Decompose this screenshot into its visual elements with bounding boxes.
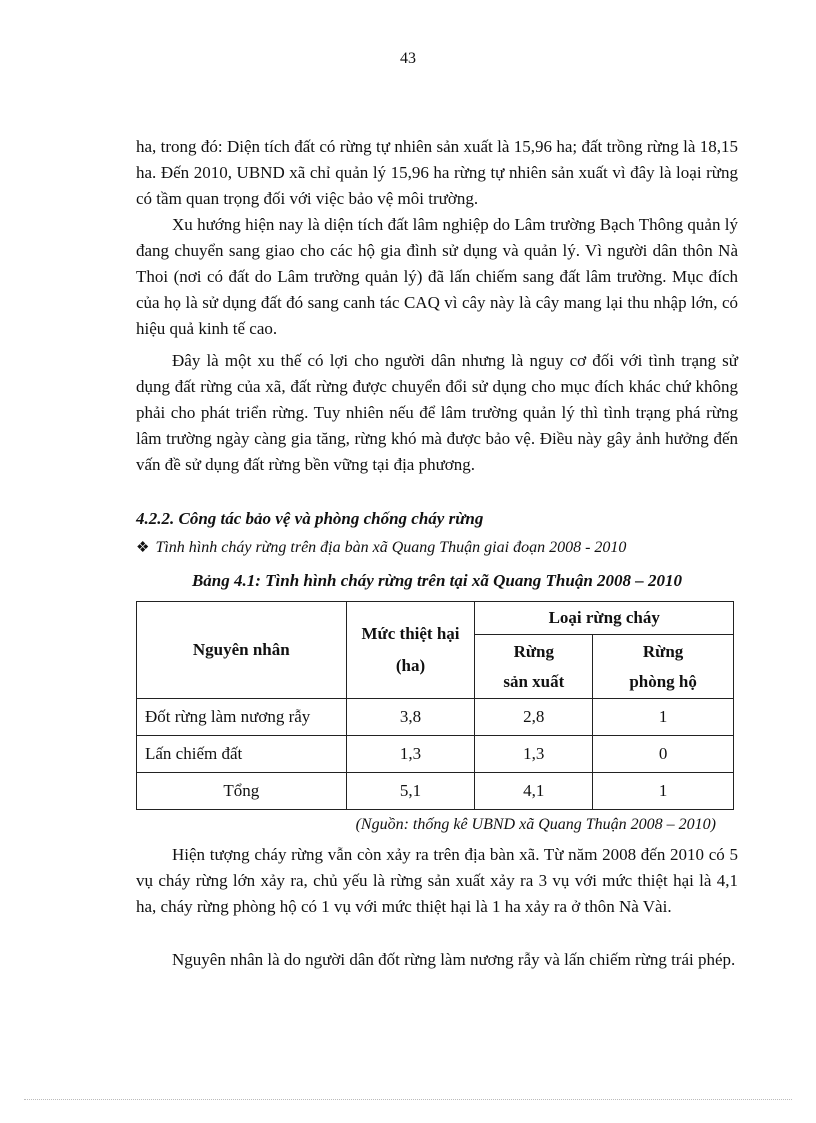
cell-production: 2,8 — [475, 699, 593, 736]
bullet-item — [136, 538, 626, 557]
cell-cause: Đốt rừng làm nương rẫy — [137, 699, 347, 736]
bullet-text: Tình hình cháy rừng trên địa bàn xã Quang Thuận giai đoạn 2008 - 2010 — [155, 539, 627, 556]
header-production-line1: Rừng — [513, 641, 555, 661]
header-protection-line2: phòng hộ — [629, 671, 697, 691]
header-cause: Nguyên nhân — [137, 602, 347, 699]
cell-damage: 1,3 — [346, 736, 475, 773]
paragraph-text: Đây là một xu thế có lợi cho người dân nhưng là nguy cơ đối với tình trạng sử dụng đất rừng của xã, đất rừng được chuyển đổi sử dụng cho mục đích khác chứ không phải cho phát triển rừng. Tuy nhiên nếu để lâm trường quản lý thì tình trạng phá rừng lâm trường ngày càng gia tăng, rừng khó mà được bảo vệ. Điều này gây ảnh hưởng đến vấn đề sử dụng đất rừng bền vững tại địa phương. — [136, 351, 738, 474]
paragraph-text: Nguyên nhân là do người dân đốt rừng làm nương rẫy và lấn chiếm rừng trái phép. — [172, 950, 736, 969]
diamond-bullet-icon: ❖ — [136, 540, 150, 556]
cell-protection: 1 — [593, 699, 734, 736]
paragraph-fire-events — [136, 842, 738, 920]
header-production — [475, 635, 593, 699]
paragraph-text: ha, trong đó: Diện tích đất có rừng tự nhiên sản xuất là 15,96 ha; đất trồng rừng là 18,15 ha. Đến 2010, UBND xã chỉ quản lý 15,96 ha rừng tự nhiên sản xuất vì đây là loại rừng có tầm quan trọng đối với việc bảo vệ môi trường. — [136, 137, 738, 208]
table-row — [137, 699, 734, 736]
table-row-total — [137, 773, 734, 810]
section-heading: 4.2.2. Công tác bảo vệ và phòng chống cháy rừng — [136, 509, 484, 528]
paragraph-continuation — [136, 134, 738, 212]
cell-production: 4,1 — [475, 773, 593, 810]
table-caption: Bảng 4.1: Tình hình cháy rừng trên tại xã Quang Thuận 2008 – 2010 — [191, 571, 683, 590]
paragraph-text: Xu hướng hiện nay là diện tích đất lâm nghiệp do Lâm trường Bạch Thông quản lý đang chuyển sang giao cho các hộ gia đình sử dụng và quản lý. Vì người dân thôn Nà Thoi (nơi có đất do Lâm trường quản lý) đã lấn chiếm sang đất lâm trường. Mục đích của họ là sử dụng đất đó sang canh tác CAQ vì cây này là cây mang lại thu nhập lớn, có hiệu quả kinh tế cao. — [136, 215, 738, 338]
cell-damage: 3,8 — [346, 699, 475, 736]
paragraph-trend — [136, 212, 738, 342]
header-damage — [346, 602, 475, 699]
cell-damage: 5,1 — [346, 773, 475, 810]
table-source: (Nguồn: thống kê UBND xã Quang Thuận 2008 – 2010) — [355, 816, 716, 833]
header-protection — [593, 635, 734, 699]
paragraph-text: Hiện tượng cháy rừng vẫn còn xảy ra trên địa bàn xã. Từ năm 2008 đến 2010 có 5 vụ cháy rừng lớn xảy ra, chủ yếu là rừng sản xuất xảy ra 3 vụ với mức thiệt hại là 4,1 ha, cháy rừng phòng hộ có 1 vụ với mức thiệt hại là 1 ha xảy ra ở thôn Nà Vài. — [136, 845, 738, 916]
cell-protection: 1 — [593, 773, 734, 810]
cell-cause: Lấn chiếm đất — [137, 736, 347, 773]
cell-production: 1,3 — [475, 736, 593, 773]
header-forest-type: Loại rừng cháy — [475, 602, 734, 635]
cell-protection: 0 — [593, 736, 734, 773]
page-number: 43 — [400, 50, 416, 67]
paragraph-risk — [136, 348, 738, 478]
paragraph-cause — [136, 947, 738, 973]
header-damage-line1: Mức thiệt hại — [361, 624, 460, 643]
forest-fire-table — [136, 601, 734, 810]
cell-cause: Tổng — [137, 773, 347, 810]
footer-divider — [24, 1099, 792, 1100]
header-protection-line1: Rừng — [642, 641, 684, 661]
table-row — [137, 736, 734, 773]
header-damage-line2: (ha) — [395, 656, 426, 675]
header-production-line2: sản xuất — [503, 671, 565, 691]
